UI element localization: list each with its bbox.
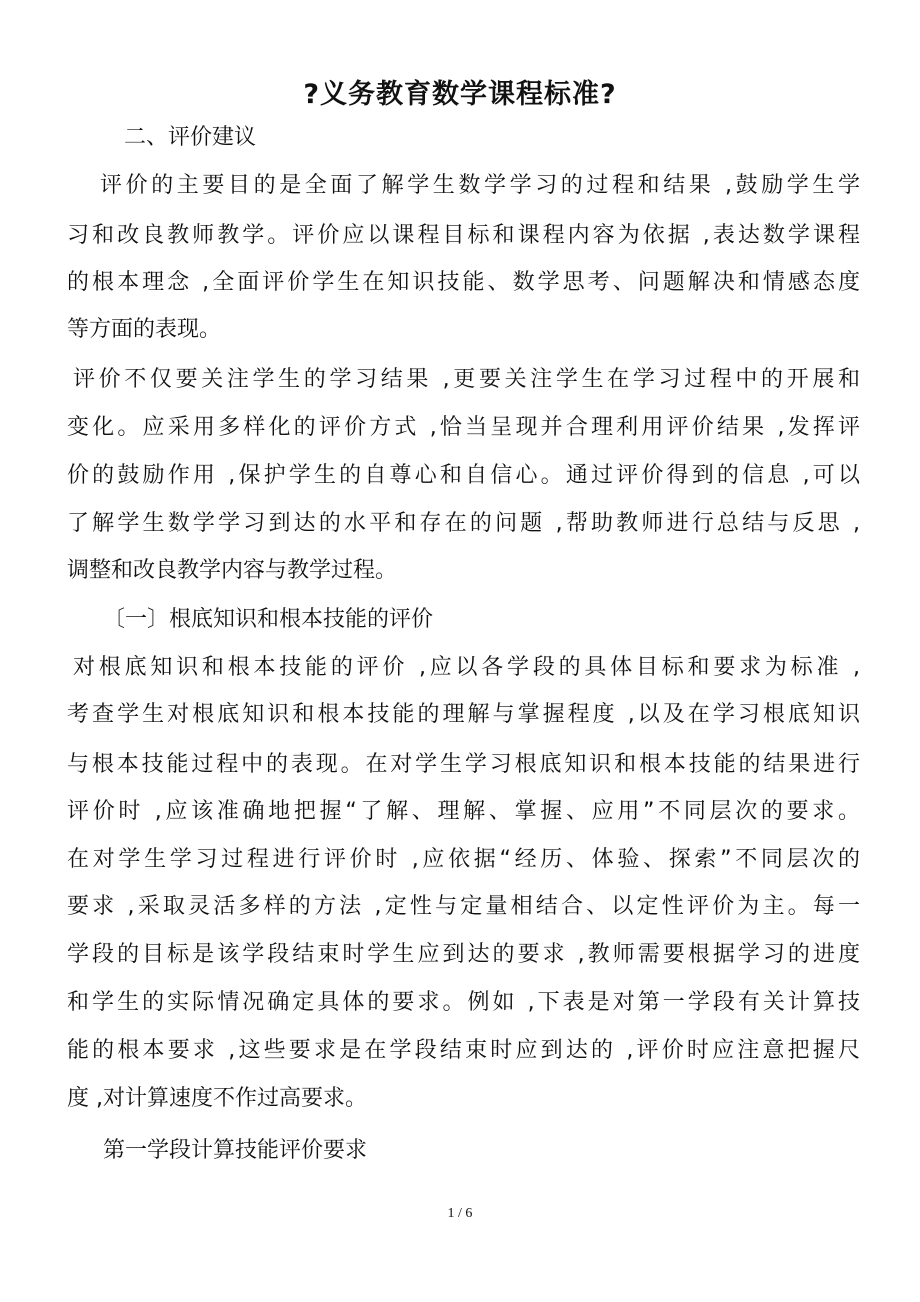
text-line: 学段的目标是该学段结束时学生应到达的要求 ,教师需要根据学习的进度	[67, 942, 860, 967]
text-line: 了解学生数学学习到达的水平和存在的问题 ,帮助教师进行总结与反思 ,	[67, 511, 860, 536]
text-line: 第一学段计算技能评价要求	[103, 1138, 368, 1163]
text-line: 考查学生对根底知识和根本技能的理解与掌握程度 ,以及在学习根底知识	[67, 702, 860, 727]
text-line: 评价的主要目的是全面了解学生数学学习的过程和结果 ,鼓励学生学	[100, 173, 860, 198]
text-line: 在对学生学习过程进行评价时 ,应依据“经历、体验、探索”不同层次的	[67, 847, 860, 872]
text-line: 和学生的实际情况确定具体的要求。例如 ,下表是对第一学段有关计算技	[67, 990, 860, 1015]
text-line: 价的鼓励作用 ,保护学生的自尊心和自信心。通过评价得到的信息 ,可以	[67, 463, 860, 488]
text-line: 能的根本要求 ,这些要求是在学段结束时应到达的 ,评价时应注意把握尺	[67, 1038, 860, 1063]
text-line: 变化。应采用多样化的评价方式 ,恰当呈现并合理利用评价结果 ,发挥评	[67, 415, 860, 440]
text-line: 对根底知识和根本技能的评价 ,应以各学段的具体目标和要求为标准 ,	[73, 655, 860, 680]
text-line: 要求 ,采取灵活多样的方法 ,定性与定量相结合、以定性评价为主。每一	[67, 894, 860, 919]
text-line: 〔一〕根底知识和根本技能的评价	[103, 607, 434, 632]
text-line: 与根本技能过程中的表现。在对学生学习根底知识和根本技能的结果进行	[67, 752, 860, 777]
text-line: 度 ,对计算速度不作过高要求。	[67, 1086, 367, 1111]
text-line: 等方面的表现。	[67, 317, 222, 342]
document-title: ?义务教育数学课程标准?	[303, 79, 617, 110]
text-line: 调整和改良教学内容与教学过程。	[67, 558, 398, 583]
text-line: 习和改良教师教学。评价应以课程目标和课程内容为依据 ,表达数学课程	[67, 223, 860, 248]
text-line: 评价时 ,应该准确地把握“了解、理解、掌握、应用”不同层次的要求。	[67, 799, 860, 824]
page-number: 1 / 6	[447, 1206, 473, 1221]
text-line: 评价不仅要关注学生的学习结果 ,更要关注学生在学习过程中的开展和	[73, 367, 860, 392]
text-line: 二、评价建议	[124, 125, 257, 150]
text-line: 的根本理念 ,全面评价学生在知识技能、数学思考、问题解决和情感态度	[67, 270, 860, 295]
